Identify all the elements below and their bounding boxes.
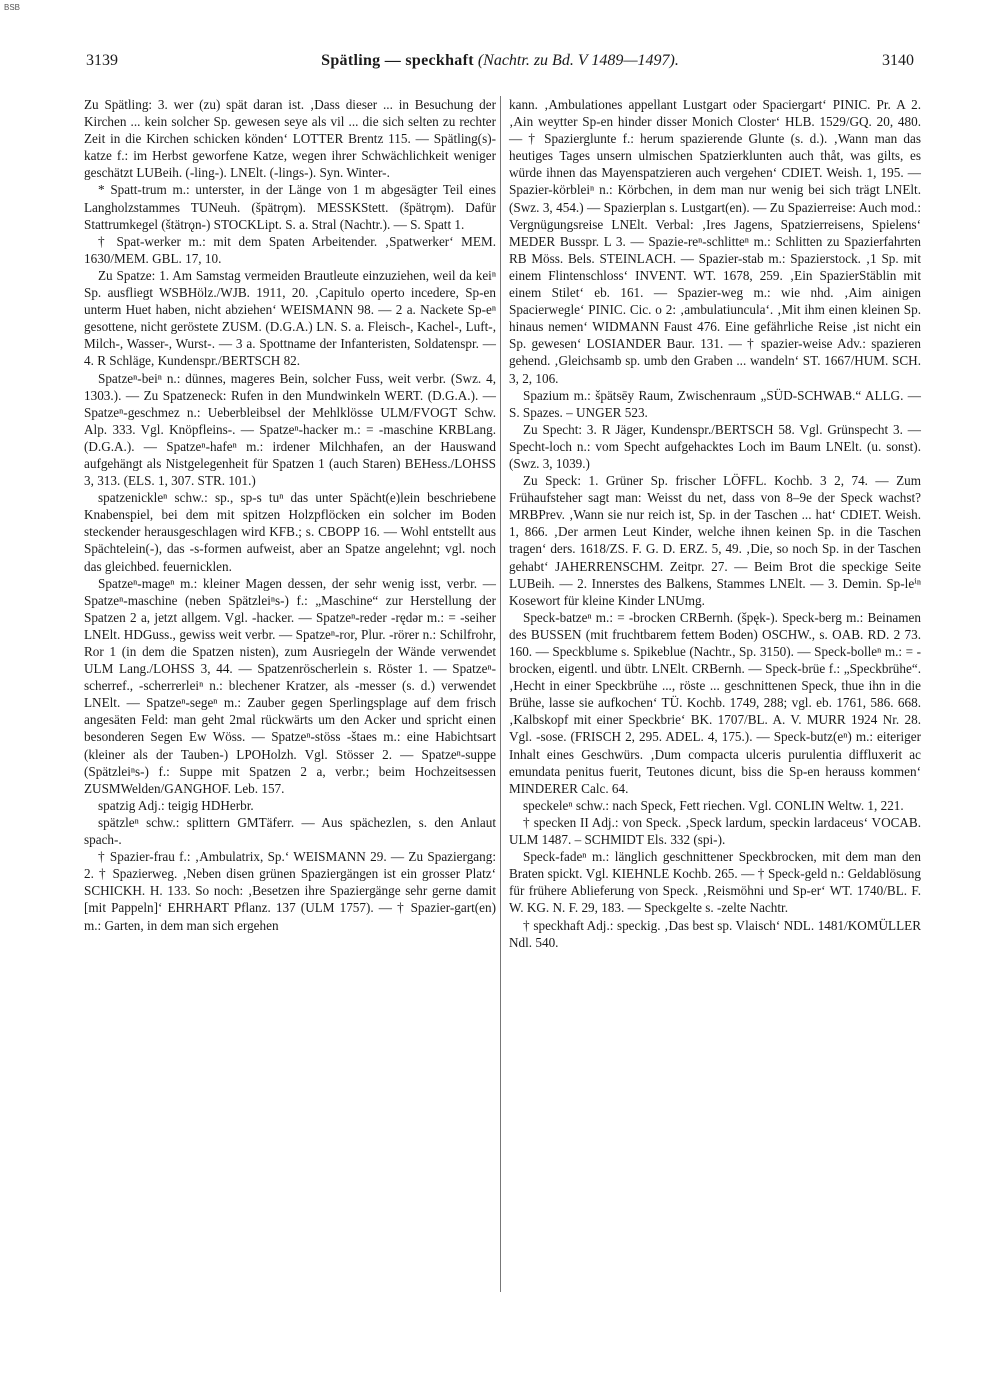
entry-paragraph: Zu Spatze: 1. Am Samstag vermeiden Brautleute einzuziehen, weil da keiⁿ Sp. ausfliegt WSBHölz./WJB. 1911, 20. ‚Capitulo operto incedere, Sp-en unterm Huet haben, nicht abziehen‘ WEISMANN 98. — 2 a. Nackete Sp-eⁿ gesottene, nicht geröstete ZUSM. (D.G.A.) LN. S. a. Fleisch-, Kachel-, Luft-, Milch-, Wasser-, Wurst-. — 3 a. Spottname der Infanteristen, Soldatenspr. — 4. R Schläge, Kundenspr./BERTSCH 82. [84, 267, 496, 369]
page-number-left: 3139 [86, 52, 118, 69]
entry-paragraph: spätzleⁿ schw.: splittern GMTäferr. — Aus spächezlen, s. den Anlaut spach-. [84, 814, 496, 848]
entry-paragraph: † speckhaft Adj.: speckig. ‚Das best sp. Vlaisch‘ NDL. 1481/KOMÜLLER Ndl. 540. [509, 917, 921, 950]
entry-paragraph: spatzenickleⁿ schw.: sp., sp-s tuⁿ das unter Spächt(e)lein beschriebene Knabenspiel, bei dem mit spitzen Holzpflöcken ein solcher im Boden steckender herausgeschlagen wird KFB.; s. CBOPP 16. — Wohl entstellt aus Spächtelein(-), das -s-formen aufweist, aber an Spatze angelehnt; vgl. noch das gleichbed. feuernicklen. [84, 490, 496, 574]
column-rule [500, 96, 501, 1292]
entry-paragraph: Spatzeⁿ-beiⁿ n.: dünnes, mageres Bein, solcher Fuss, weit verbr. (Swz. 4, 1303.). — Zu Spatzeneck: Rufen in den Mundwinkeln WERT. (D.G.A.). — Spatzeⁿ-geschmez n.: Ueberbleibsel der Mehlklösse ULM/FVOGT Schw. Alp. 333. Vgl. Knöpfleins-. — Spatzeⁿ-hacker m.: = -maschine KRBLang. (D.G.A.). — Spatzeⁿ-hafeⁿ m.: irdener Milchhafen, an der Hauswand aufgehängt als Nistgelegenheit für Spatzen 1 (auch Staren) BEHess./LOHSS 3, 313. (ELS. 1, 307. STR. 101.) [84, 370, 496, 489]
entry-paragraph: Speck-fadeⁿ m.: länglich geschnittener Speckbrocken, mit dem man den Braten spickt. Vgl. KIEHNLE Kochb. 265. — † Speck-geld n.: Geldablösung für frühere Ablieferung von Speck. ‚Reismöhni und Sp-er‘ WT. 1740/BL. F. W. KG. N. F. 29, 183. — Speckgelte s. -zelte Nachtr. [509, 849, 921, 916]
page-number-right: 3140 [882, 52, 914, 69]
entry-paragraph: † Spazier-frau f.: ‚Ambulatrix, Sp.‘ WEISMANN 29. — Zu Spaziergang: 2. † Spazierweg. ‚Neben disen grünen Spaziergängen ist ein grosser Platz‘ SCHICKH. H. 133. So noch: ‚Besetzen ihre Spaziergänge sehr gerne damit [mit Pappeln]‘ EHRHART Pflanz. 137 (ULM 1757). — † Spazier-gart(en) m.: Garten, in dem man sich ergehen [84, 849, 496, 933]
page-header [80, 52, 920, 76]
title-headwords: Spätling — speckhaft [321, 52, 474, 69]
left-column [84, 96, 496, 934]
entry-paragraph: † Spat-werker m.: mit dem Spaten Arbeitender. ‚Spatwerker‘ MEM. 1630/MEM. GBL. 17, 10. [84, 233, 496, 266]
entry-paragraph: Spazium m.: špätsēy Raum, Zwischenraum „SÜD-SCHWAB.“ ALLG. — S. Spazes. – UNGER 523. [509, 387, 921, 420]
entry-paragraph: Speck-batzeⁿ m.: = -brocken CRBernh. (špęk-). Speck-berg m.: Beinamen des BUSSEN (mit fruchtbarem fettem Boden) OSCHW., s. OAB. RD. 2 73. 160. — Speckblume s. Spikeblue (Nachtr., Sp. 3150). — Speck-bolleⁿ m.: = -brocken, eigentl. und übtr. LNElt. CRBernh. — Speck-brüe f.: „Speckbrühe“. ‚Hecht in einer Speckbrühe ..., röste ... geschnittenen Speck, thue ihn in die Brühe, lasse sie aufkochen‘ TÜ. Kochb. 1749, 288; vgl. eb. 1761, 586. 668. ‚Kalbskopf mit einer Speckbrie‘ BK. 1707/BL. A. V. MURR 1924 Nr. 28. Vgl. -sose. (FRISCH 2, 295. ADEL. 4, 175.). — Speck-butz(eⁿ) m.: eiteriger Inhalt eines Geschwürs. ‚Dum compacta ulceris purulentia diffluxerit ac emundata penitus fuerit, Teutones dicunt, biss die Sp-en herauss kommen‘ MINDERER Calc. 64. [509, 609, 921, 796]
right-column [509, 96, 921, 951]
entry-paragraph: Zu Speck: 1. Grüner Sp. frischer LÖFFL. Kochb. 3 2, 74. — Zum Frühaufsteher sagt man: Weisst du net, dass von 8–9e der Speck wachst? MRBPrev. ‚Wann sie nur reich ist, Sp. in der Taschen ... hat‘ CDIET. Weish. 1, 866. ‚Der armen Leut Kinder, welche ihnen keinen Sp. in die Taschen tragen‘ ders. 1618/ZS. F. G. D. ERZ. 5, 49. ‚Die, so noch Sp. in der Taschen gehabt‘ JAHERRENSCHM. Zeitpr. 27. — Beim Brot die speckige Seite LUBeih. — 2. Innerstes des Balkens, Stammes LNElt. — 3. Demin. Sp-leⁱⁿ Kosewort für kleine Kinder LNUmg. [509, 473, 921, 608]
entry-paragraph: Spatzeⁿ-mageⁿ m.: kleiner Magen dessen, der sehr wenig isst, verbr. — Spatzeⁿ-maschine (neben Spätzleiⁿs-) f.: „Maschine“ zur Herstellung der Spatzen 2 a, jetzt allgem. Vgl. -hacker. — Spatzeⁿ-reder -rędər m.: = -seiher LNElt. HDGuss., gewiss weit verbr. — Spatzeⁿ-ror, Plur. -rörer n.: Schilfrohr, Ror 1 (in dem die Spatzen nisten), zum Ausriegeln der Wände verwendet ULM Lang./LOHSS 3, 44. — Spatzenröscherlein s. Röster 1. — Spatzeⁿ-scherref., -scherrerleiⁿ n.: blechener Kratzer, als -messer (s. d.) verwendet LNElt. — Spatzeⁿ-segeⁿ m.: Zauber gegen Sperlingsplage auf dem frisch angesäten Feld: man geht 2mal rückwärts um den Acker und spricht einen besonderen Segen Ew Wöss. — Spatzeⁿ-stöss -štaes m.: eine Habichtsart (kleiner als der Tauben-) LPOHolzh. Vgl. Stösser 2. — Spatzeⁿ-suppe (Spätzleiⁿs-) f.: Suppe mit Spatzen 2 a, verbr.; beim Hochzeitsessen ZUSMWelden/GANGHOF. Leb. 157. [84, 575, 496, 796]
entry-paragraph: Zu Spätling: 3. wer (zu) spät daran ist. ‚Dass dieser ... in Besuchung der Kirchen ... kein solcher Sp. gewesen seye als vil ... die sich selten zu rechter Zeit in die Kirchen schicken könden‘ LOTTER Brentz 115. — Spätling(s)-katze f.: im Herbst geworfene Katze, wegen ihrer Schwächlichkeit weniger geschätzt LUBeih. (-ling-). LNElt. (-lings-). Syn. Winter-. [84, 97, 496, 181]
entry-paragraph: † specken II Adj.: von Speck. ‚Speck lardum, speckin lardaceus‘ VOCAB. ULM 1487. – SCHMIDT Els. 332 (spi-). [509, 814, 921, 848]
entry-paragraph: spatzig Adj.: teigig HDHerbr. [98, 797, 254, 813]
running-title [80, 52, 920, 70]
corner-mark: BSB [4, 3, 21, 12]
entry-paragraph: Zu Specht: 3. R Jäger, Kundenspr./BERTSCH 58. Vgl. Grünspecht 3. — Specht-loch n.: vom Specht aufgehacktes Loch im Baum LNElt. (u. sonst). (Swz. 3, 1039.) [509, 421, 921, 471]
entry-paragraph: kann. ‚Ambulationes appellant Lustgart oder Spaciergart‘ PINIC. Pr. A 2. ‚Ain weytter Sp-en hinder disser Monich Closter‘ HLB. 1529/GQ. 20, 480. — † Spazierglunte f.: herum spazierende Glunte (s. d.). ‚Wann man das heutiges Tages unsern ulmischen Spatzierklunten auch thåt, was gilts, es würde ihnen das Mayenspatzieren auch vergehen‘ CDIET. Weish. 1, 195. — Spazier-körbleiⁿ n.: Körbchen, in dem man nur wenig bei sich trägt LNElt. (Swz. 3, 454.) — Spazierplan s. Lustgart(en). — Zu Spazierreise: Auch mod.: Vergnügungsreise LNElt. Verbal: ‚Ires Jagens, Spatzierreisens, Spielens‘ MEDER Busspr. L 3. — Spazie-reⁿ-schlitteⁿ m.: Schlitten zu Spazierfahrten RB Möss. Bels. STEINLACH. — Spazier-stab m.: Spazierstock. ‚1 Sp. mit einem Flintenschloss‘ INVENT. WT. 1678, 259. ‚Ein SpazierStäblin mit einem Stilet‘ eb. 161. — Spazier-weg m.: wie nhd. ‚Aim ainigen Spacierwegle‘ PINIC. Cic. o 2: ‚ambulatiuncula‘. ‚Mit ihm einen kleinen Sp. hinaus nemen‘ WIDMANN Faust 476. Eine gefährliche Reise ‚ist nicht ein Sp. gewesen‘ LOSIANDER Baur. 131. — † spazier-weise Adv.: spazieren gehend. ‚Gleichsamb sp. umb den Graben ... wandeln‘ ST. 1667/HUM. SCH. 3, 2, 106. [509, 97, 921, 386]
title-suffix: (Nachtr. zu Bd. V 1489—1497). [477, 52, 679, 69]
entry-paragraph: * Spatt-trum m.: unterster, in der Länge von 1 m abgesägter Teil eines Langholzstammes TUNeuh. (špätrǫm). MESSKStett. (špätrǫm). Dafür Stattrumkegel (štätrǫn-) STOCKLipt. S. a. Stral (Nachtr.). — S. Spatt 1. [84, 182, 496, 232]
entry-paragraph: speckeleⁿ schw.: nach Speck, Fett riechen. Vgl. CONLIN Weltw. 1, 221. [523, 797, 904, 813]
